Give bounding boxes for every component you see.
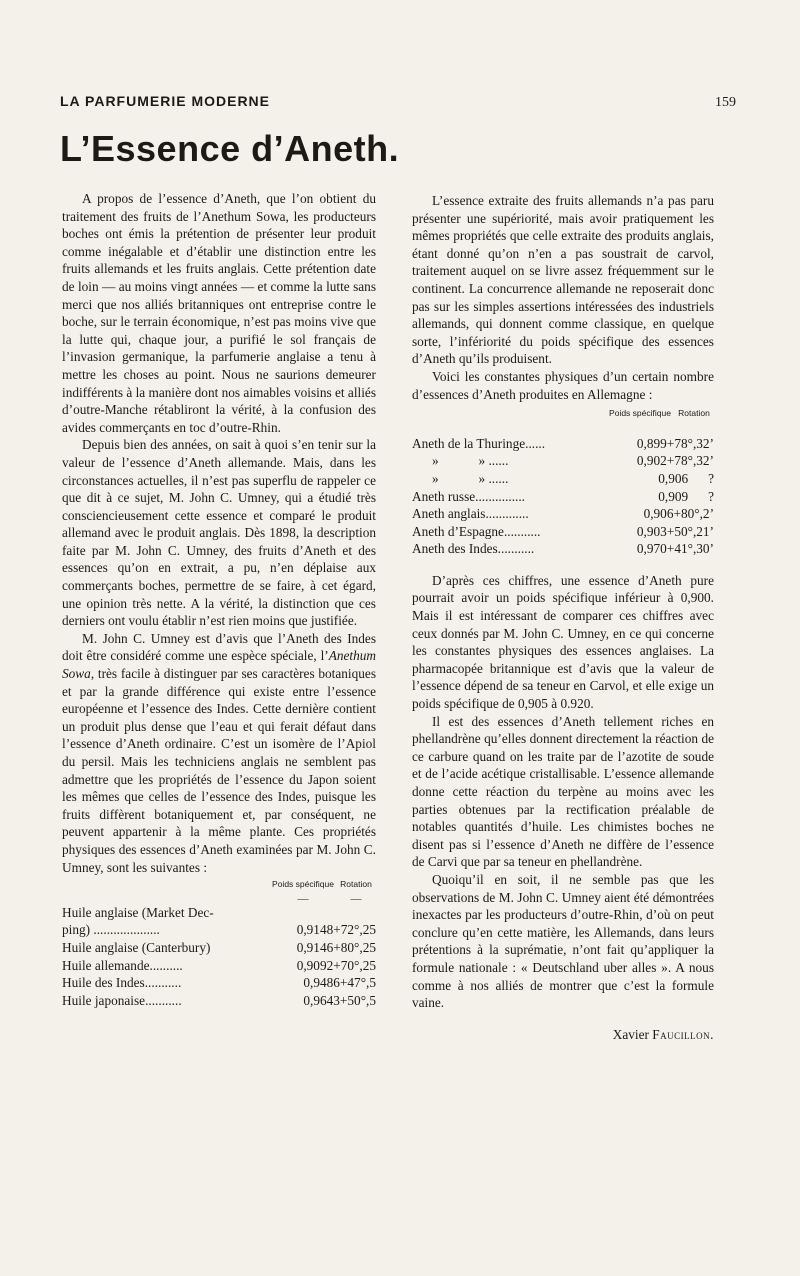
left-paragraph-3 xyxy=(62,630,376,876)
right-column xyxy=(412,192,714,1043)
table-row xyxy=(62,974,376,992)
table-row xyxy=(62,921,376,939)
row-label: » » ...... xyxy=(412,470,509,486)
right-paragraph-5: Quoiqu’il en soit, il ne semble pas que les observations de M. John C. Umney aient été démontrées inexactes par les producteurs d’outre-Rhin, d’où on peut conclure qu’en cette matière, les Allemands, dans leurs prétentions à la suprématie, n’ont fait qu’appliquer la formule nationale : « Deutschland uber alles ». A nous comme à nos alliés de montrer que c’est la formule vaine. xyxy=(412,871,714,1011)
right-paragraph-3: D’après ces chiffres, une essence d’Aneth pure pourrait avoir un poids spécifique inférieur à 0,900. Mais il est intéressant de comparer ces chiffres avec ceux donnés par M. John C. Umney, en ce qui concerne les constantes physiques des essences anglaises. La pharmacopée britannique est d’avis que la valeur de l’essence dépend de sa teneur en Carvol, et elle exige un poids spécifique de 0,905 à 0.920. xyxy=(412,572,714,712)
page-number: 159 xyxy=(715,95,736,110)
left-dash-1: — xyxy=(297,892,309,905)
left-dash-2: — xyxy=(350,892,362,905)
author-first-name: Xavier xyxy=(612,1026,649,1042)
table-row xyxy=(412,452,714,470)
left-properties-table xyxy=(62,876,376,1009)
right-paragraph-2: Voici les constantes physiques d’un certain nombre d’essences d’Aneth produites en Allemagne : xyxy=(412,368,714,402)
right-header-rotation: Rotation xyxy=(678,408,710,419)
left-table-header xyxy=(62,876,376,894)
table-row xyxy=(62,904,376,922)
running-title: LA PARFUMERIE MODERNE xyxy=(60,93,270,109)
row-label: Huile allemande.......... xyxy=(62,957,183,973)
left-paragraph-2: Depuis bien des années, on sait à quoi s’en tenir sur la valeur de l’essence d’Aneth allemande. Mais, dans les circonstances actuelles, il n’est pas superflu de rappeler ce que dit à ce sujet, M. John C. Umney, qui a étudié très consciencieusement cette essence et comparé le produit allemand avec le produit anglais. Dès 1898, la description faite par M. John C. Umney, des fruits d’Aneth et des essences qu’on en extrait, a pu, n’en déplaise aux commerçants boches, permettre de se faire, à cet égard, une opinion très nette. A la vérité, la distinction que ces derniers ont voulu établir n’est rien moins que justifiée. xyxy=(62,437,376,629)
row-value: 0,9092+70°,25 xyxy=(296,957,376,973)
row-label: Huile japonaise........... xyxy=(62,992,182,1008)
row-label: Huile des Indes........... xyxy=(62,975,182,991)
row-label: Aneth des Indes........... xyxy=(412,541,535,557)
row-value: 0,909 ? xyxy=(658,488,714,504)
row-label: Aneth d’Espagne........... xyxy=(412,523,541,539)
table-row xyxy=(412,540,714,558)
row-value: 0,903+50°,21’ xyxy=(636,523,714,539)
row-value: 0,9148+72°,25 xyxy=(296,922,376,938)
row-label: Huile anglaise (Market Dec- xyxy=(62,904,214,920)
row-label: Aneth de la Thuringe...... xyxy=(412,435,546,451)
right-paragraph-4: Il est des essences d’Aneth tellement riches en phellandrène qu’elles donnent directement la réaction de ce carbure quand on les traite par de l’azotite de soude et de l’acide acétique cristallisable. L’essence allemande donne cette réaction du terpène au moins avec les parties obtenues par la rectification préalable de notables quantités d’huile. Les chimistes boches ne disent pas si l’essence d’Aneth ne diffère de l’essence de Carvi que par sa teneur en phellandrène. xyxy=(412,713,714,870)
table-row xyxy=(62,992,376,1010)
row-value: 0,902+78°,32’ xyxy=(636,453,714,469)
row-label: Aneth russe............... xyxy=(412,488,526,504)
row-value: 0,899+78°,32’ xyxy=(636,435,714,451)
row-value: 0,9486+47°,5 xyxy=(303,975,376,991)
left-header-poids: Poids spécifique xyxy=(272,879,334,890)
row-value: 0,906 ? xyxy=(658,470,714,486)
article-title: L’Essence d’Aneth. xyxy=(60,128,400,169)
right-properties-table xyxy=(412,405,714,558)
author-last-name: Faucillon. xyxy=(652,1026,714,1042)
row-value: 0,970+41°,30’ xyxy=(636,541,714,557)
row-value: 0,9146+80°,25 xyxy=(296,939,376,955)
row-value: 0,9643+50°,5 xyxy=(303,992,376,1008)
row-label: ping) .................... xyxy=(62,922,160,938)
table-row xyxy=(412,505,714,523)
right-paragraph-1: L’essence extraite des fruits allemands n’a pas paru présenter une supériorité, mais avoir pratiquement les mêmes propriétés que celle extraite des produits anglais, étant donné qu’on n’en a pas soustrait de carvol, traitement auquel on se livre assez fréquemment sur le continent. La concurrence allemande ne reposerait donc pas sur les simples assertions intéressées des industriels allemands, qui donnent comme classique, en quelque sorte, l’infériorité du poids spécifique des essences d’Aneth qu’ils produisent. xyxy=(412,193,714,367)
table-row xyxy=(412,470,714,488)
left-header-rotation: Rotation xyxy=(340,879,372,890)
table-row xyxy=(412,435,714,453)
row-label: Aneth anglais............. xyxy=(412,506,529,522)
row-label: » » ...... xyxy=(412,453,509,469)
table-row xyxy=(412,523,714,541)
table-row xyxy=(62,939,376,957)
table-row xyxy=(412,488,714,506)
row-label: Huile anglaise (Canterbury) xyxy=(62,939,211,955)
left-paragraph-3-start: M. John C. Umney est d’avis que l’Aneth des Indes doit être considéré comme une espèce spéciale, l’ xyxy=(62,630,376,664)
right-header-poids: Poids spécifique xyxy=(609,408,671,419)
author-signature xyxy=(412,1026,714,1044)
left-paragraph-3-end: , très facile à distinguer par ses caractères botaniques et par la grande différence qui existe entre l’essence européenne et l’essence des Indes. Cette dernière contient un produit plus dense que l’eau et qui ferait défaut dans l’essence d’Aneth ordinaire. C’est un isomère de l’Apiol du persil. Mais les techniciens anglais ne semblent pas admettre que les propriétés de l’essence du Japon soient les mêmes que celles de l’essence des Indes, puisque les fruits diffèrent botaniquement et, par conséquent, ne peuvent appartenir à la même plante. Ces propriétés physiques des essences d’Aneth examinées par M. John C. Umney, sont les suivantes : xyxy=(62,666,376,875)
left-column xyxy=(62,190,376,1009)
left-table-dashes xyxy=(62,894,376,904)
table-row xyxy=(62,957,376,975)
anethum-sowa-italic: Anethum Sowa xyxy=(62,648,376,682)
row-value: 0,906+80°,2’ xyxy=(643,506,714,522)
left-paragraph-1: A propos de l’essence d’Aneth, que l’on obtient du traitement des fruits de l’Anethum Sowa, les producteurs boches ont émis la prétention de présenter leur produit comme inégalable et d’établir une distinction entre les fruits allemands et les fruits anglais. Cette prétention date de loin — au moins vingt années — et comme la lutte sans merci que nos alliés britanniques ont entreprise contre le boche, sur le terrain économique, n’est pas moins vive que la lutte qui, chaque jour, a purifié le sol français de l’invasion germanique, la parfumerie anglaise a tenu à mettre les choses au point. Nous ne saurions demeurer indifférents à la manière dont nos aimables voisins et alliés d’outre-Manche rétabliront la vérité, à la confusion des avides commerçants en toc d’outre-Rhin. xyxy=(62,191,376,435)
right-table-header xyxy=(412,405,714,423)
